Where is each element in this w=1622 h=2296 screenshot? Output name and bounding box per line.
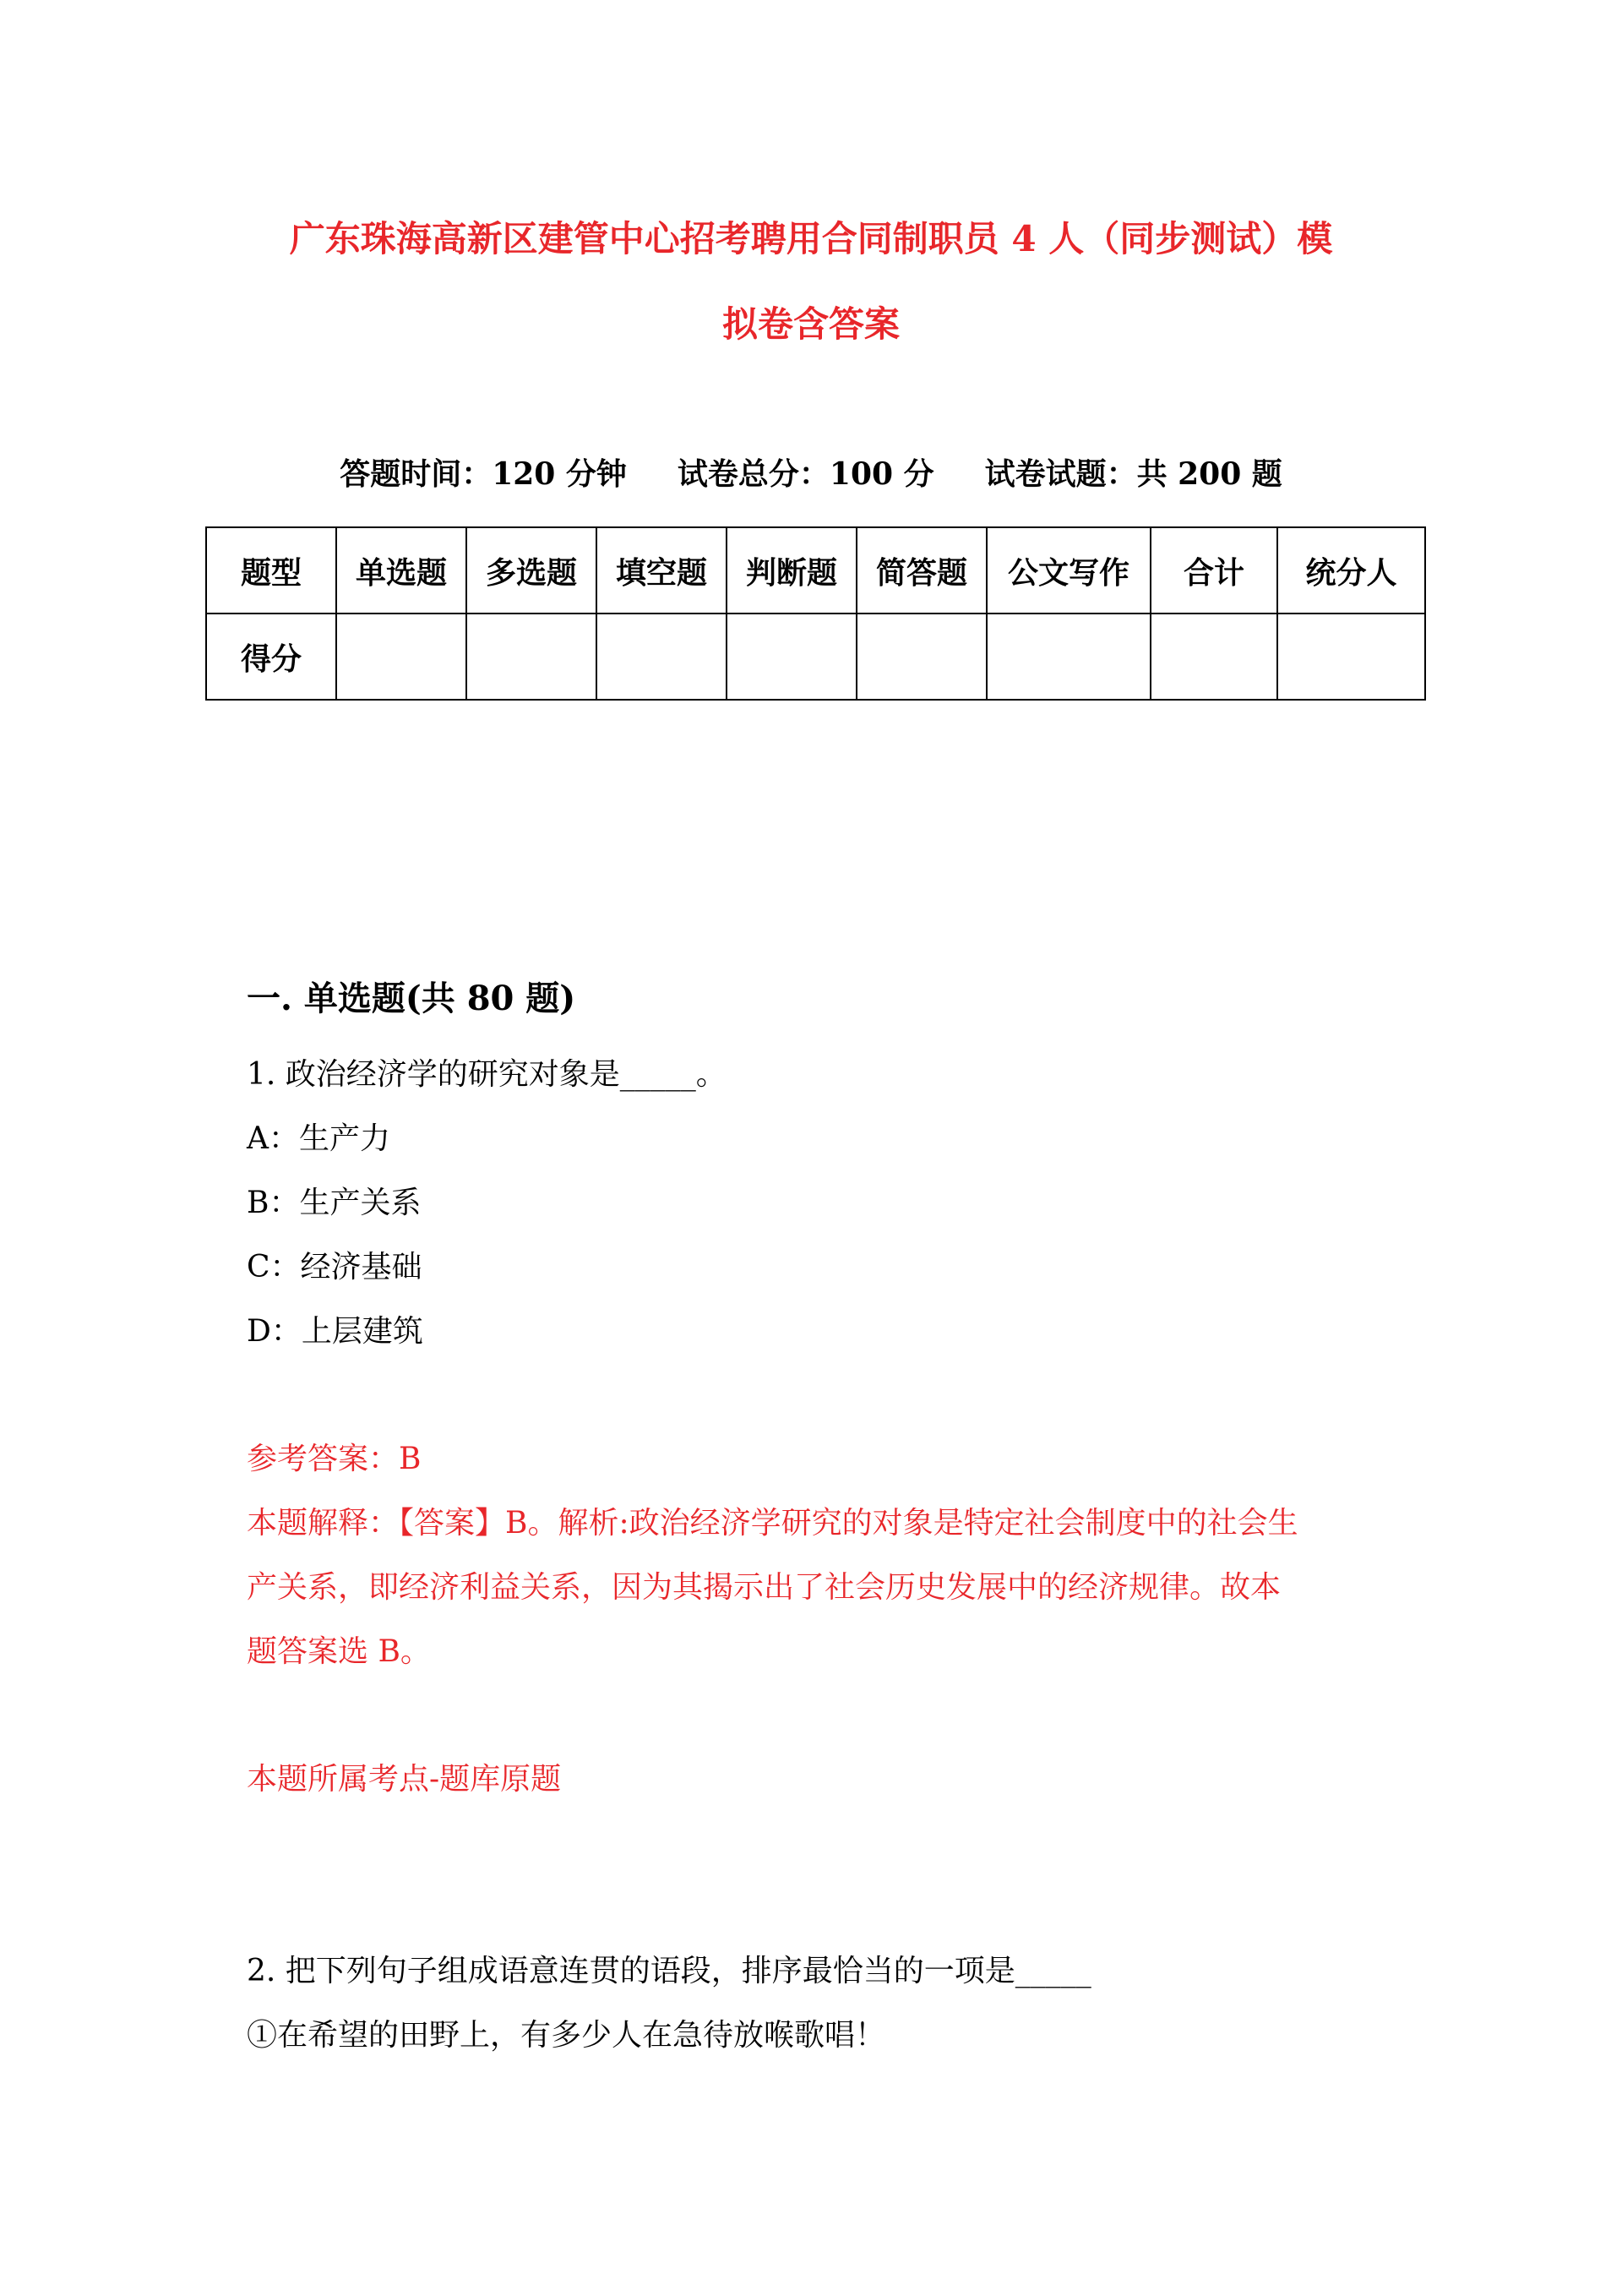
exam-info — [0, 453, 1622, 495]
score-cell[interactable] — [596, 614, 727, 700]
score-table-header-cell: 统分人 — [1277, 527, 1425, 614]
score-table — [205, 526, 1426, 701]
question-1-explanation-line1: 本题解释：【答案】B。解析:政治经济学研究的对象是特定社会制度中的社会生 — [247, 1506, 1298, 1541]
question-1-option-d: D：上层建筑 — [247, 1314, 423, 1349]
score-table-score-row — [206, 614, 1425, 700]
score-table-header-row — [206, 527, 1425, 614]
exam-question-count: 试卷试题：共 200 题 — [984, 456, 1282, 492]
score-cell[interactable] — [1151, 614, 1277, 700]
document-title-line2: 拟卷含答案 — [721, 303, 900, 345]
question-1-answer: 参考答案：B — [247, 1442, 422, 1476]
section-heading-single-choice: 一. 单选题(共 80 题) — [247, 979, 576, 1018]
score-cell[interactable] — [466, 614, 596, 700]
score-table-header-cell: 判断题 — [727, 527, 857, 614]
exam-time: 答题时间：120 分钟 — [340, 456, 627, 492]
score-table-header-cell: 填空题 — [596, 527, 727, 614]
score-cell[interactable] — [857, 614, 987, 700]
question-2-stem: 2. 把下列句子组成语意连贯的语段，排序最恰当的一项是_____ — [247, 1954, 1091, 1988]
score-table-header-cell: 公文写作 — [987, 527, 1151, 614]
score-table-header-cell: 多选题 — [466, 527, 596, 614]
exam-total-score: 试卷总分：100 分 — [677, 456, 934, 492]
score-table-header-cell: 题型 — [206, 527, 336, 614]
question-1-option-a: A：生产力 — [247, 1121, 390, 1156]
question-1-explanation-line2: 产关系，即经济利益关系，因为其揭示出了社会历史发展中的经济规律。故本 — [247, 1570, 1282, 1605]
question-1-explanation-line3: 题答案选 B。 — [247, 1634, 431, 1669]
question-1-stem: 1. 政治经济学的研究对象是_____。 — [247, 1057, 727, 1092]
score-table-header-cell: 简答题 — [857, 527, 987, 614]
score-row-label: 得分 — [206, 614, 336, 700]
score-table-header-cell: 单选题 — [336, 527, 466, 614]
question-1-option-b: B：生产关系 — [247, 1186, 422, 1220]
document-title-line1: 广东珠海高新区建管中心招考聘用合同制职员 4 人（同步测试）模 — [289, 218, 1333, 259]
score-cell[interactable] — [727, 614, 857, 700]
score-cell[interactable] — [336, 614, 466, 700]
score-cell[interactable] — [987, 614, 1151, 700]
score-cell[interactable] — [1277, 614, 1425, 700]
score-table-header-cell: 合计 — [1151, 527, 1277, 614]
question-1-option-c: C：经济基础 — [247, 1250, 422, 1284]
question-1-source: 本题所属考点-题库原题 — [247, 1762, 562, 1797]
question-2-sentence-1: ①在希望的田野上，有多少人在急待放喉歌唱！ — [247, 2018, 886, 2053]
